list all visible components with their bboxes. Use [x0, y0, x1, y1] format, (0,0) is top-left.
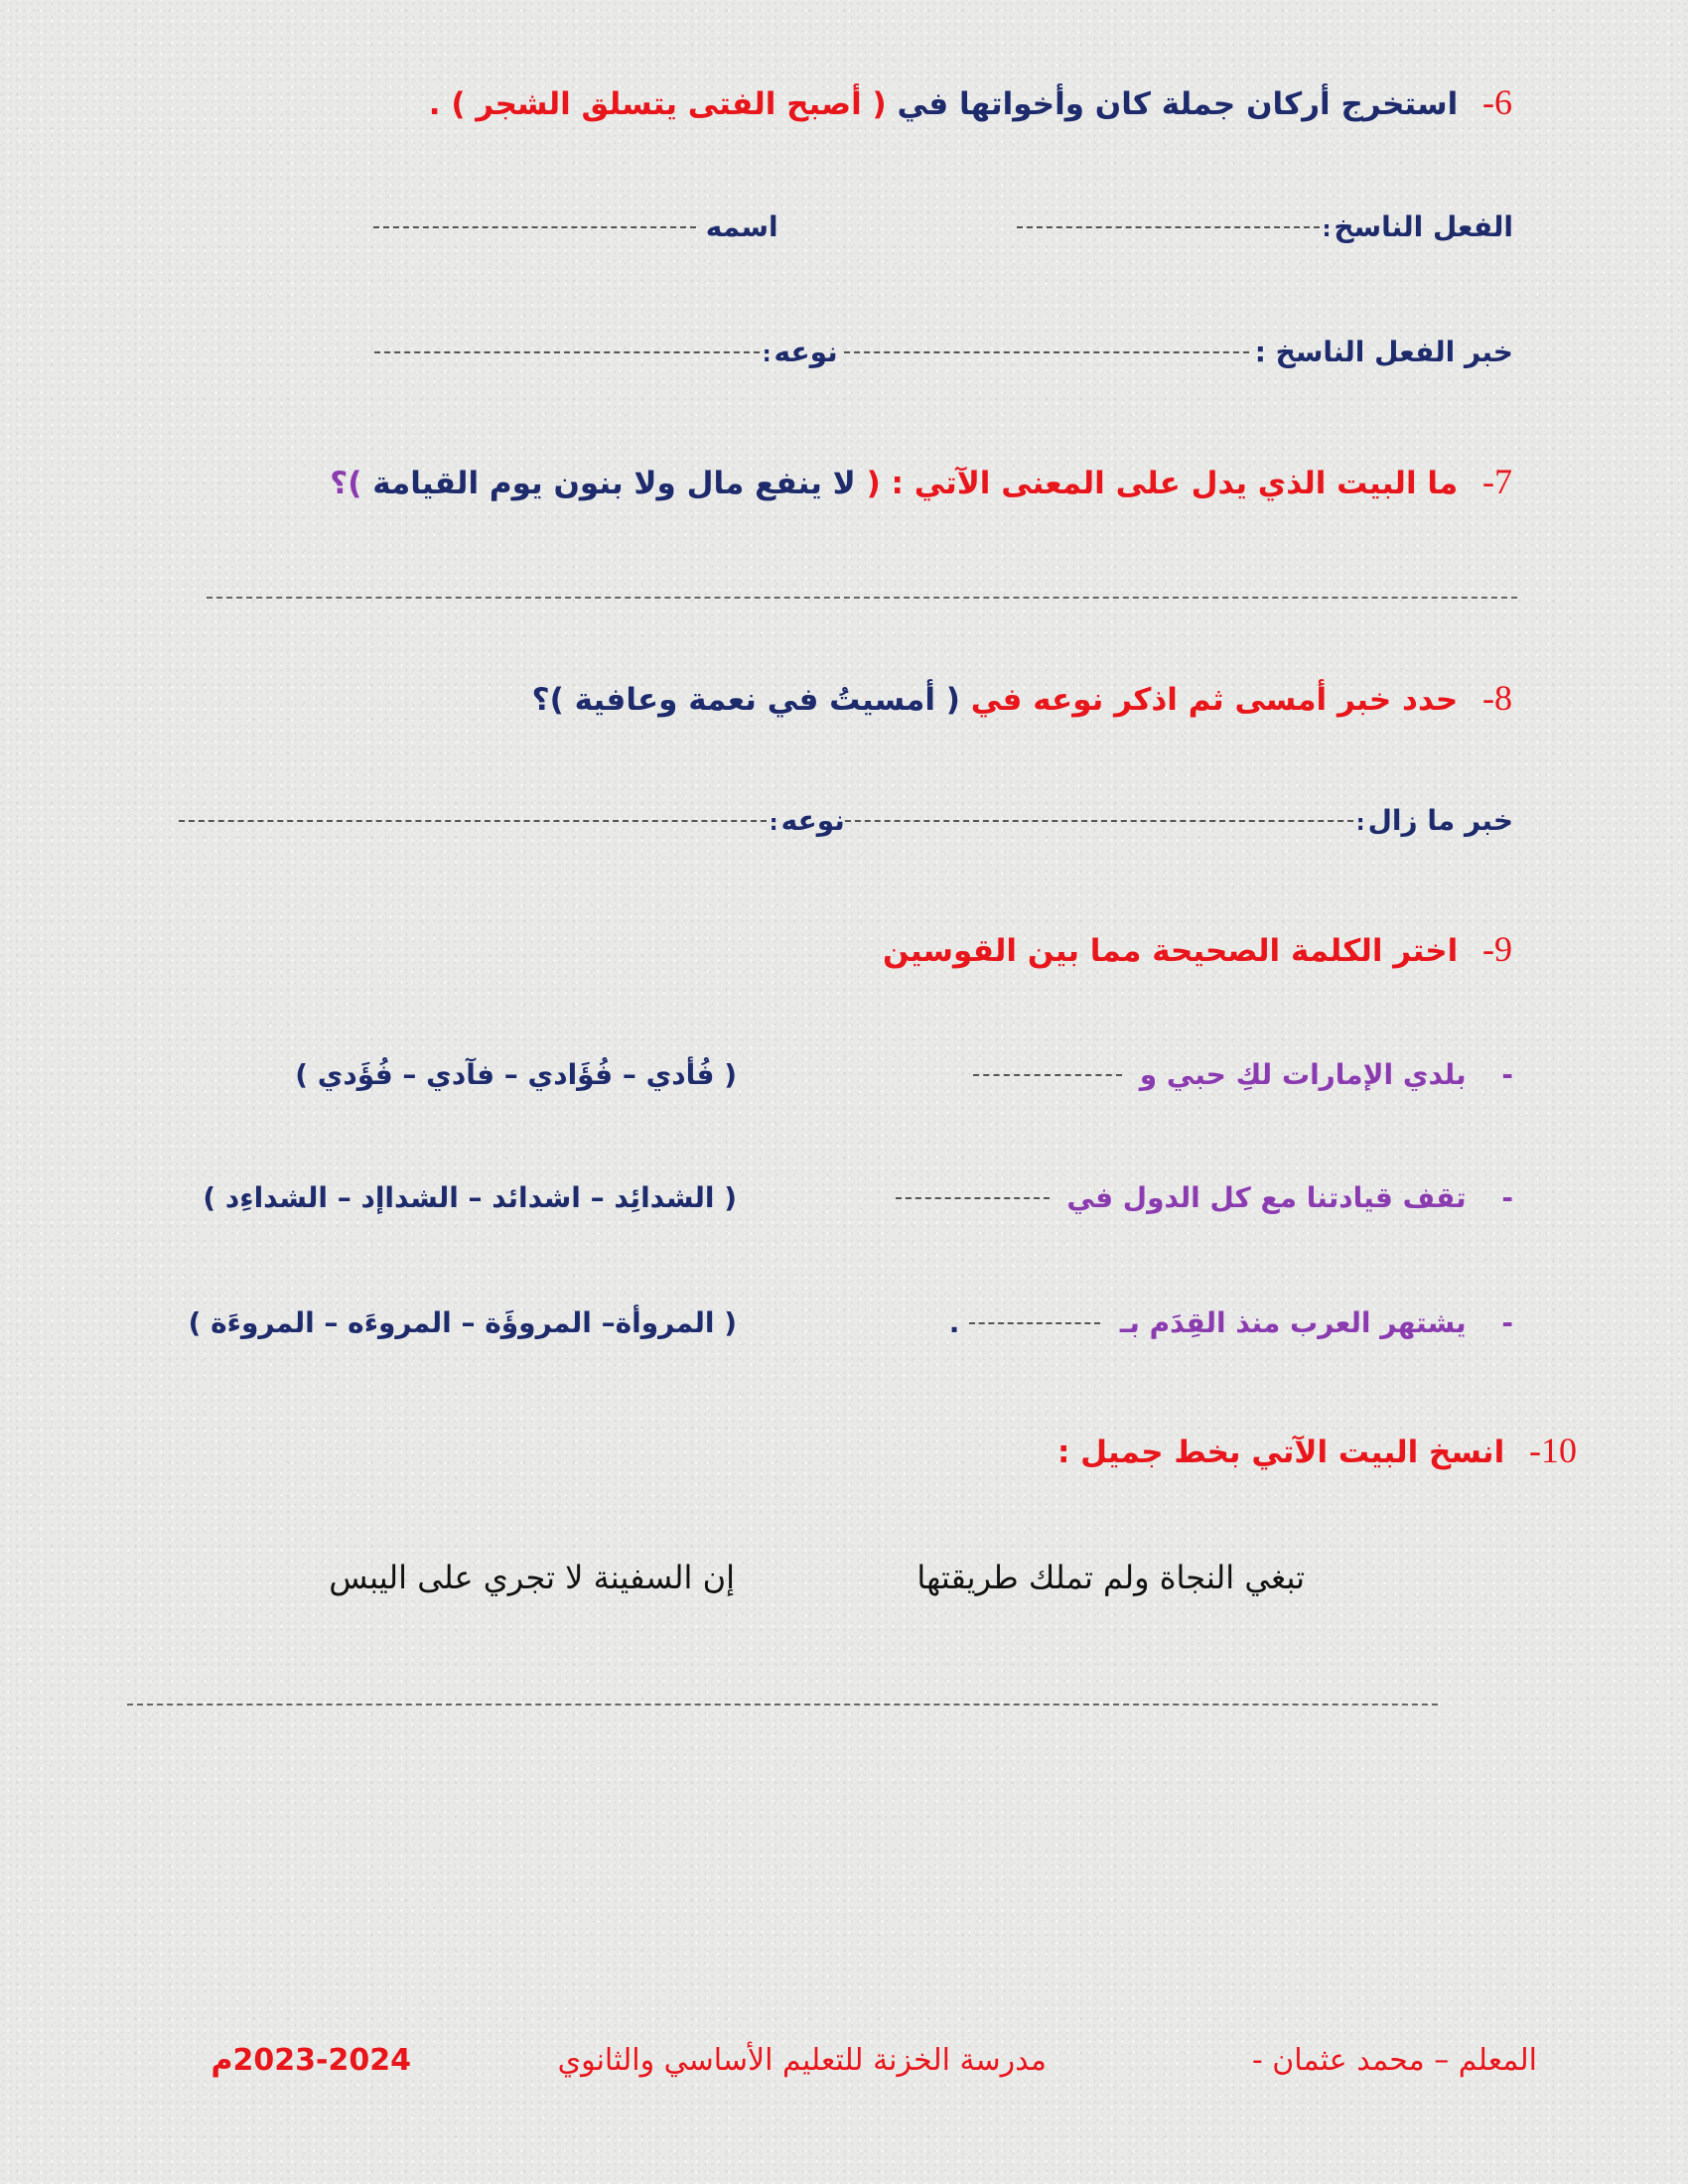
- answer-blank[interactable]: [973, 1074, 1122, 1076]
- q10-answer-line[interactable]: [127, 1704, 1438, 1706]
- question-number: 7-: [1482, 462, 1512, 501]
- q7-answer-line[interactable]: [207, 597, 1517, 599]
- q9-item-2: [896, 1181, 1513, 1214]
- q9-item-2-choices: ( الشدائِد – اشدائد – الشداإد – الشداءِد ): [203, 1181, 737, 1214]
- q8-answer-row: خبر ما زال : نوعه :: [179, 804, 1513, 837]
- answer-blank[interactable]: [844, 351, 1249, 353]
- bullet: -: [1501, 1306, 1513, 1339]
- answer-blank[interactable]: [845, 820, 1353, 822]
- field-label: خبر الفعل الناسخ :: [1254, 336, 1513, 368]
- answer-blank[interactable]: [969, 1322, 1100, 1324]
- question-text: استخرج أركان جملة كان وأخواتها في: [897, 86, 1459, 122]
- answer-blank[interactable]: [896, 1197, 1050, 1199]
- paren: )؟: [330, 466, 362, 501]
- bullet: -: [1501, 1181, 1513, 1214]
- question-quote: ( أمسيتُ في نعمة وعافية )؟: [531, 682, 960, 718]
- answer-blank[interactable]: [179, 820, 767, 822]
- q6-answer-row-2: خبر الفعل الناسخ : نوعه :: [374, 336, 1513, 368]
- question-8: [532, 677, 1512, 719]
- question-10: [1057, 1430, 1577, 1471]
- field-label: نوعه: [780, 804, 845, 837]
- q9-item-3: - يشتهر العرب منذ القِدَم بـ .: [948, 1306, 1513, 1339]
- item-sentence: يشتهر العرب منذ القِدَم بـ: [1119, 1306, 1467, 1339]
- question-quote: ( أصبح الفتى يتسلق الشجر ) .: [428, 86, 887, 122]
- item-sentence: تقف قيادتنا مع كل الدول في: [1066, 1181, 1467, 1214]
- question-text: ما البيت الذي يدل على المعنى الآتي :: [891, 466, 1459, 501]
- q6-answer-row-1: الفعل الناسخ : اسمه: [373, 210, 1513, 243]
- q9-item-1: [973, 1058, 1513, 1091]
- field-label: خبر ما زال: [1367, 804, 1513, 837]
- question-9: [883, 928, 1512, 970]
- footer-school: مدرسة الخزنة للتعليم الأساسي والثانوي: [557, 2043, 1047, 2078]
- answer-blank[interactable]: [1017, 226, 1320, 228]
- question-number: 6-: [1482, 82, 1512, 122]
- q9-item-1-choices: ( فُأدي – فُؤَادي – فآدي – فُؤَدي ): [295, 1058, 737, 1091]
- question-7: [330, 461, 1512, 502]
- question-number: 8-: [1482, 678, 1512, 718]
- field-label: الفعل الناسخ: [1334, 210, 1513, 243]
- answer-blank[interactable]: [373, 226, 696, 228]
- item-sentence: بلدي الإمارات لكِ حبي و: [1139, 1058, 1467, 1091]
- question-text: حدد خبر أمسى ثم اذكر نوعه في: [970, 682, 1459, 718]
- question-quote: لا ينفع مال ولا بنون يوم القيامة: [372, 466, 856, 501]
- field-label: اسمه: [705, 210, 778, 243]
- field-label: نوعه: [774, 336, 838, 368]
- verse-second-half: إن السفينة لا تجري على اليبس: [329, 1559, 735, 1596]
- footer-teacher: المعلم – محمد عثمان -: [1251, 2043, 1537, 2078]
- bullet: -: [1501, 1058, 1513, 1091]
- question-text: اختر الكلمة الصحيحة مما بين القوسين: [882, 933, 1459, 969]
- question-number: 9-: [1482, 929, 1512, 969]
- paren: (: [866, 466, 881, 501]
- answer-blank[interactable]: [374, 351, 760, 353]
- q9-item-3-choices: ( المروأة– المروؤَة – المروءَه – المروءَة ): [188, 1306, 737, 1339]
- question-number: 10-: [1529, 1431, 1577, 1470]
- question-text: انسخ البيت الآتي بخط جميل :: [1056, 1434, 1505, 1470]
- footer-year: 2023-2024م: [211, 2043, 411, 2078]
- question-6: [429, 81, 1512, 123]
- verse-first-half: تبغي النجاة ولم تملك طريقتها: [916, 1559, 1305, 1596]
